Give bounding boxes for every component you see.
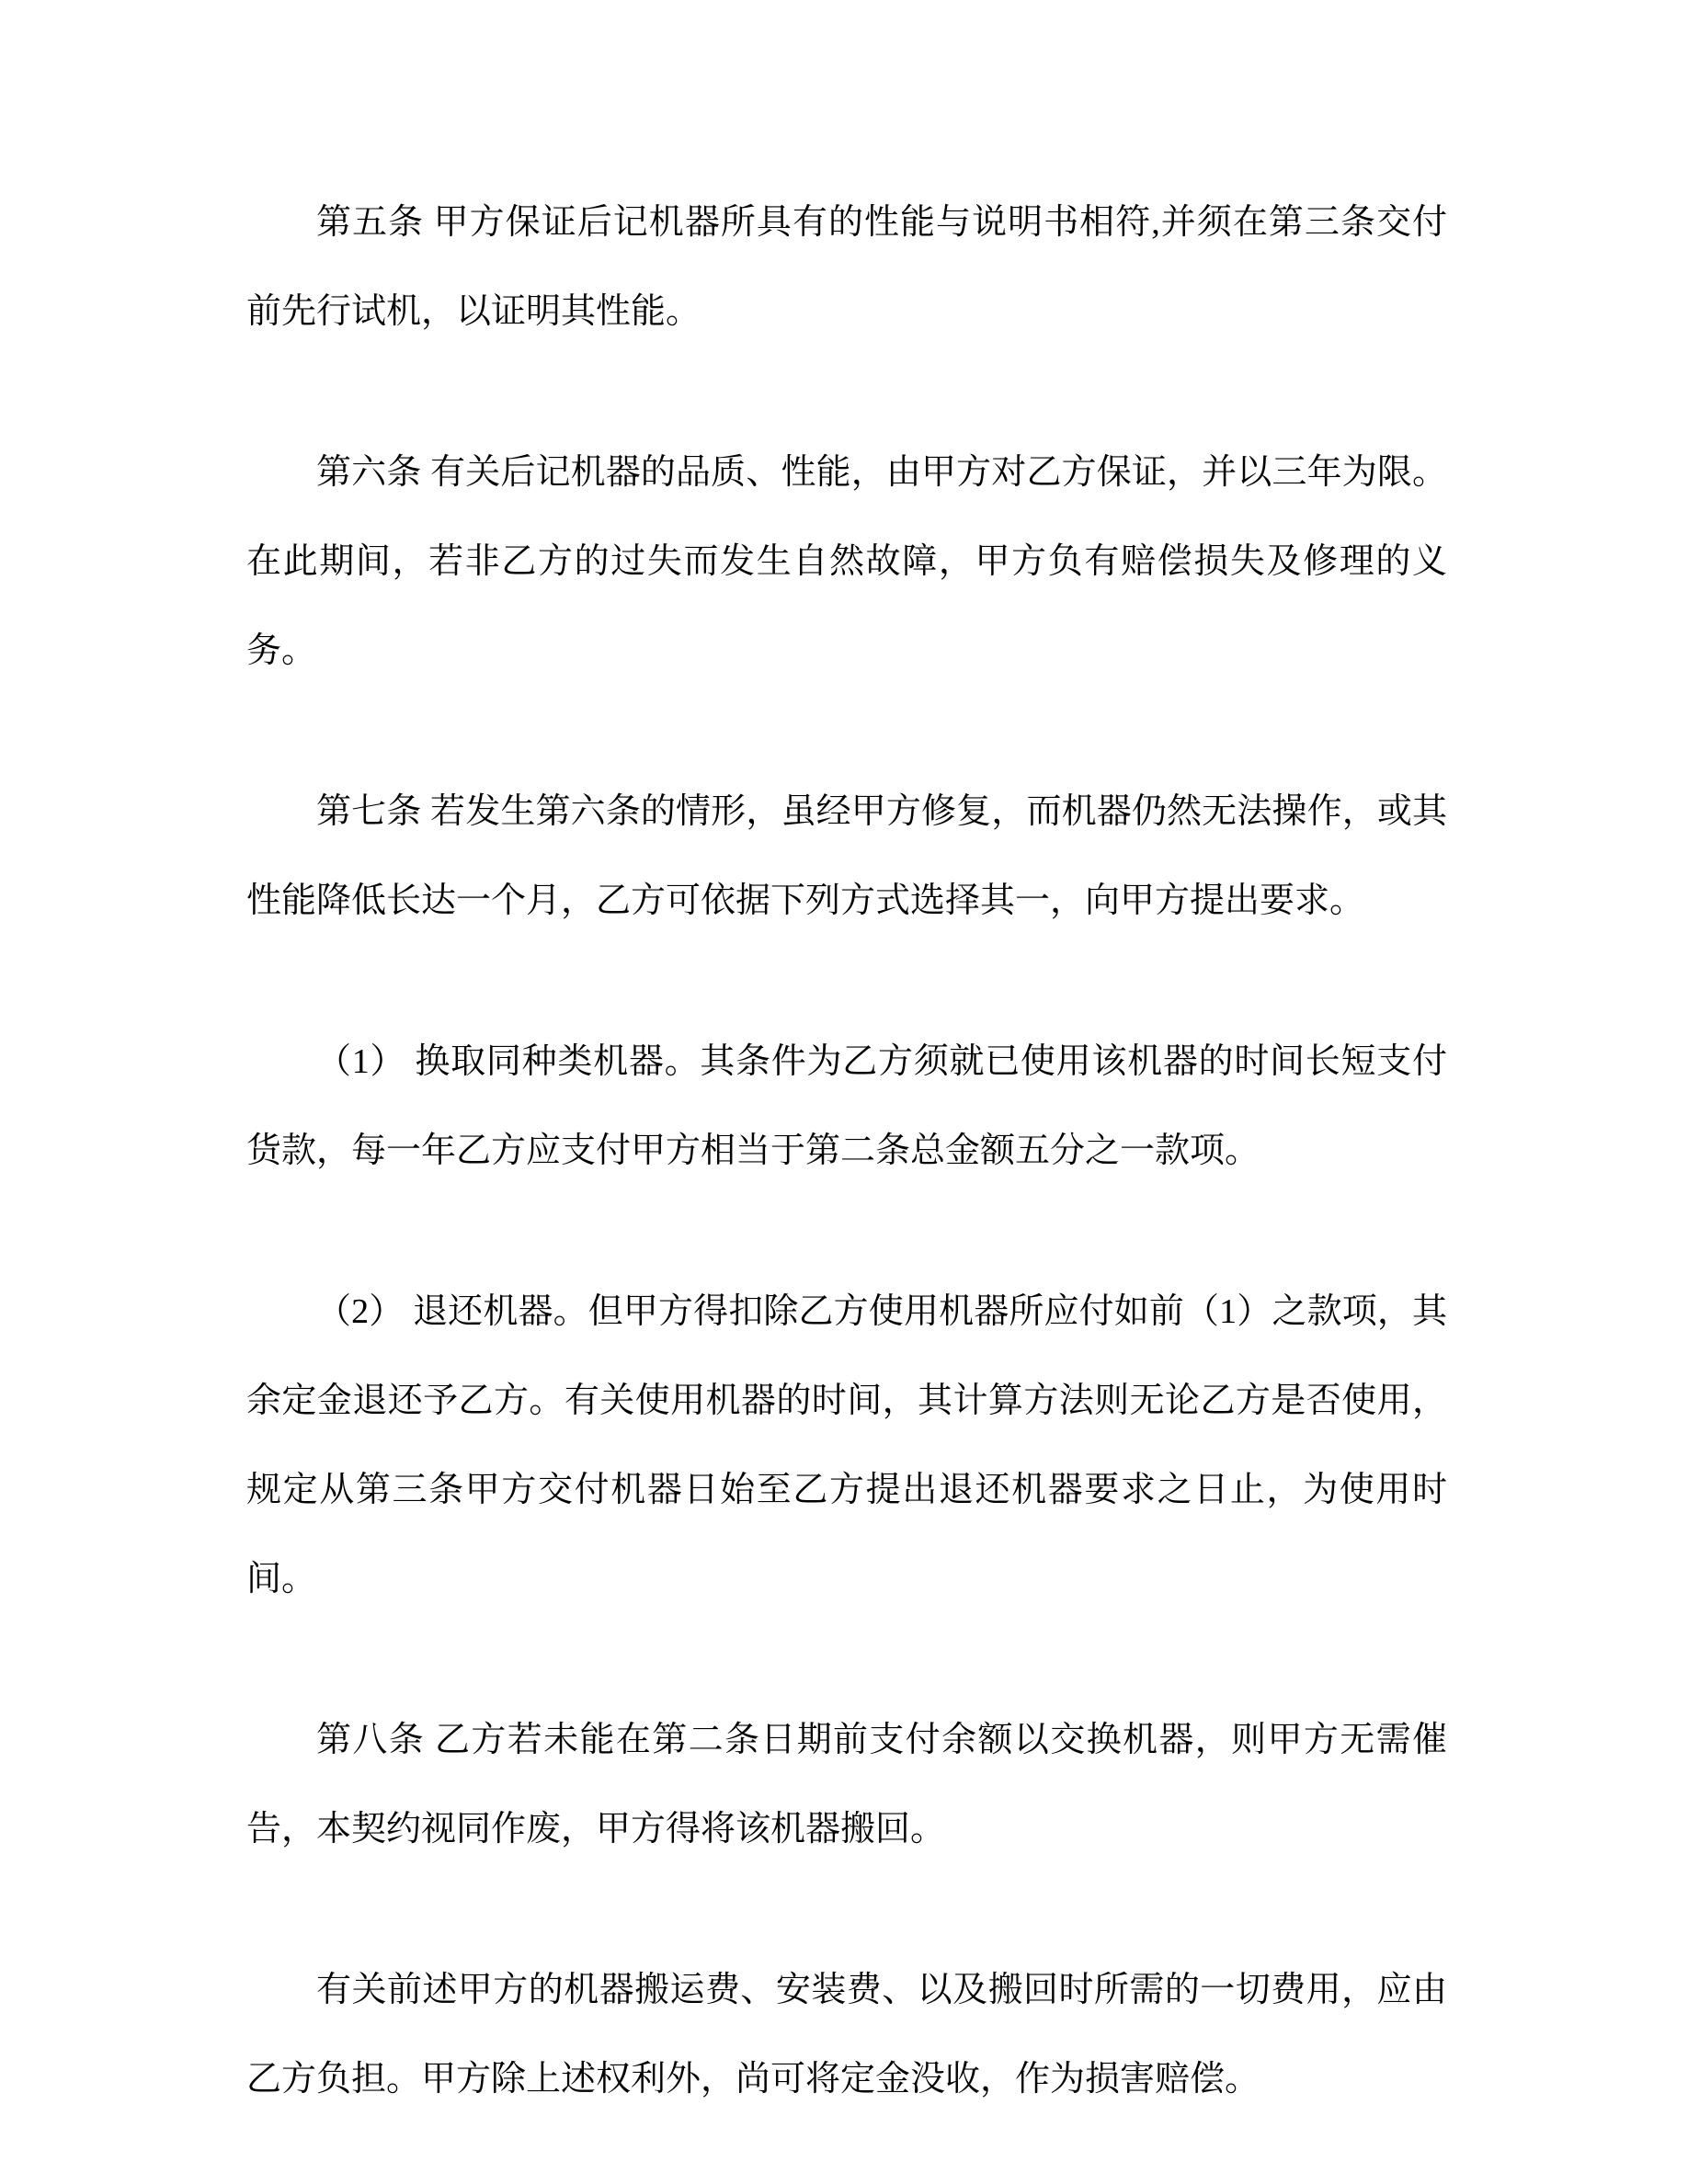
contract-paragraph-article-8: 第八条 乙方若未能在第二条日期前支付余额以交换机器，则甲方无需催告，本契约视同作废，甲方得将该机器搬回。 (246, 1721, 1447, 1848)
contract-paragraph-option-1: （1） 换取同种类机器。其条件为乙方须就已使用该机器的时间长短支付货款，每一年乙方应支付甲方相当于第二条总金额五分之一款项。 (246, 1042, 1447, 1170)
contract-paragraph-fees: 有关前述甲方的机器搬运费、安装费、以及搬回时所需的一切费用，应由乙方负担。甲方除上述权利外，尚可将定金没收，作为损害赔偿。 (246, 1971, 1447, 2099)
contract-paragraph-article-5: 第五条 甲方保证后记机器所具有的性能与说明书相符,并须在第三条交付前先行试机，以证明其性能。 (246, 203, 1447, 331)
contract-text-body (246, 178, 1447, 2124)
contract-paragraph-option-2: （2） 退还机器。但甲方得扣除乙方使用机器所应付如前（1）之款项，其余定金退还予乙方。有关使用机器的时间，其计算方法则无论乙方是否使用，规定从第三条甲方交付机器日始至乙方提出退还机器要求之日止，为使用时间。 (246, 1292, 1447, 1598)
contract-paragraph-article-7: 第七条 若发生第六条的情形，虽经甲方修复，而机器仍然无法操作，或其性能降低长达一个月，乙方可依据下列方式选择其一，向甲方提出要求。 (246, 792, 1447, 920)
contract-paragraph-article-6: 第六条 有关后记机器的品质、性能，由甲方对乙方保证，并以三年为限。在此期间，若非乙方的过失而发生自然故障，甲方负有赔偿损失及修理的义务。 (246, 453, 1447, 670)
